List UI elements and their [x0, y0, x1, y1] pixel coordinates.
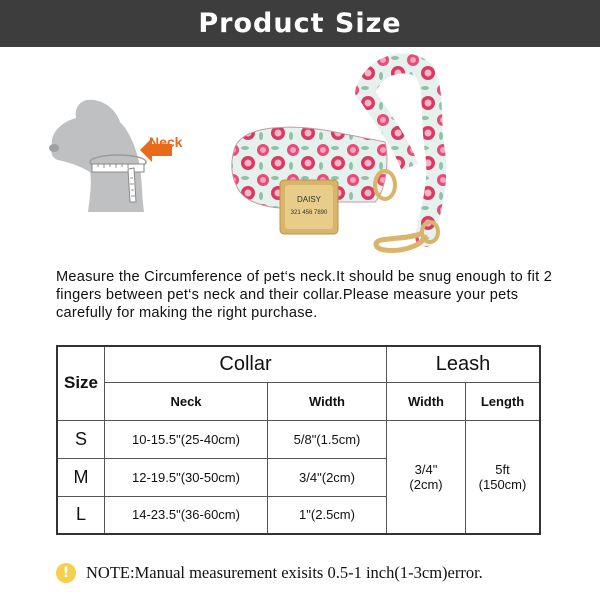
measurement-instructions: Measure the Circumference of pet‘s neck.It should be snug enough to fit 2 fingers between pet‘s neck and their collar.Please measure your pets carefully for making the right purchase.	[56, 269, 553, 321]
collar-width-subheader: Width	[268, 382, 387, 420]
size-chart-table	[56, 345, 541, 535]
neck-label: Neck	[149, 134, 183, 150]
leash-header: Leash	[387, 346, 541, 382]
leash-width: 3/4"	[414, 461, 438, 477]
size-header: Size	[57, 346, 105, 420]
tag-name: DAISY	[296, 195, 322, 204]
size-label: M	[57, 458, 105, 496]
leash-length-cell	[466, 420, 541, 534]
name-plate	[285, 185, 333, 229]
collar-leash-illustration	[225, 52, 570, 264]
collar-width: 5/8"(1.5cm)	[268, 420, 387, 458]
dog-nose	[49, 144, 59, 152]
leash-snap-hook	[376, 234, 425, 250]
page-title: Product Size	[198, 8, 402, 39]
dog-neck-illustration	[44, 92, 194, 212]
leash-length-metric: (150cm)	[478, 476, 527, 492]
length-subheader: Length	[466, 382, 541, 420]
neck-range: 12-19.5"(30-50cm)	[105, 458, 268, 496]
tag-number: 321 456 7890	[290, 210, 328, 216]
leash-width-cell	[387, 420, 466, 534]
note-text: NOTE:Manual measurement exisits 0.5-1 inch(1-3cm)error.	[86, 563, 483, 582]
tape-tail	[128, 168, 136, 202]
neck-subheader: Neck	[105, 382, 268, 420]
neck-range: 14-23.5"(36-60cm)	[105, 496, 268, 534]
leash-length: 5ft	[495, 461, 510, 477]
leash-width-subheader: Width	[387, 382, 466, 420]
size-label: L	[57, 496, 105, 534]
collar-width: 3/4"(2cm)	[268, 458, 387, 496]
collar-header: Collar	[105, 346, 387, 382]
page-header	[0, 0, 600, 47]
table-row	[57, 420, 540, 458]
exclamation-icon: !	[56, 563, 76, 583]
neck-range: 10-15.5"(25-40cm)	[105, 420, 268, 458]
leash-width-metric: (2cm)	[409, 476, 443, 492]
collar-width: 1"(2.5cm)	[268, 496, 387, 534]
measuring-tape	[92, 164, 144, 172]
measurement-note	[56, 563, 483, 583]
size-label: S	[57, 420, 105, 458]
